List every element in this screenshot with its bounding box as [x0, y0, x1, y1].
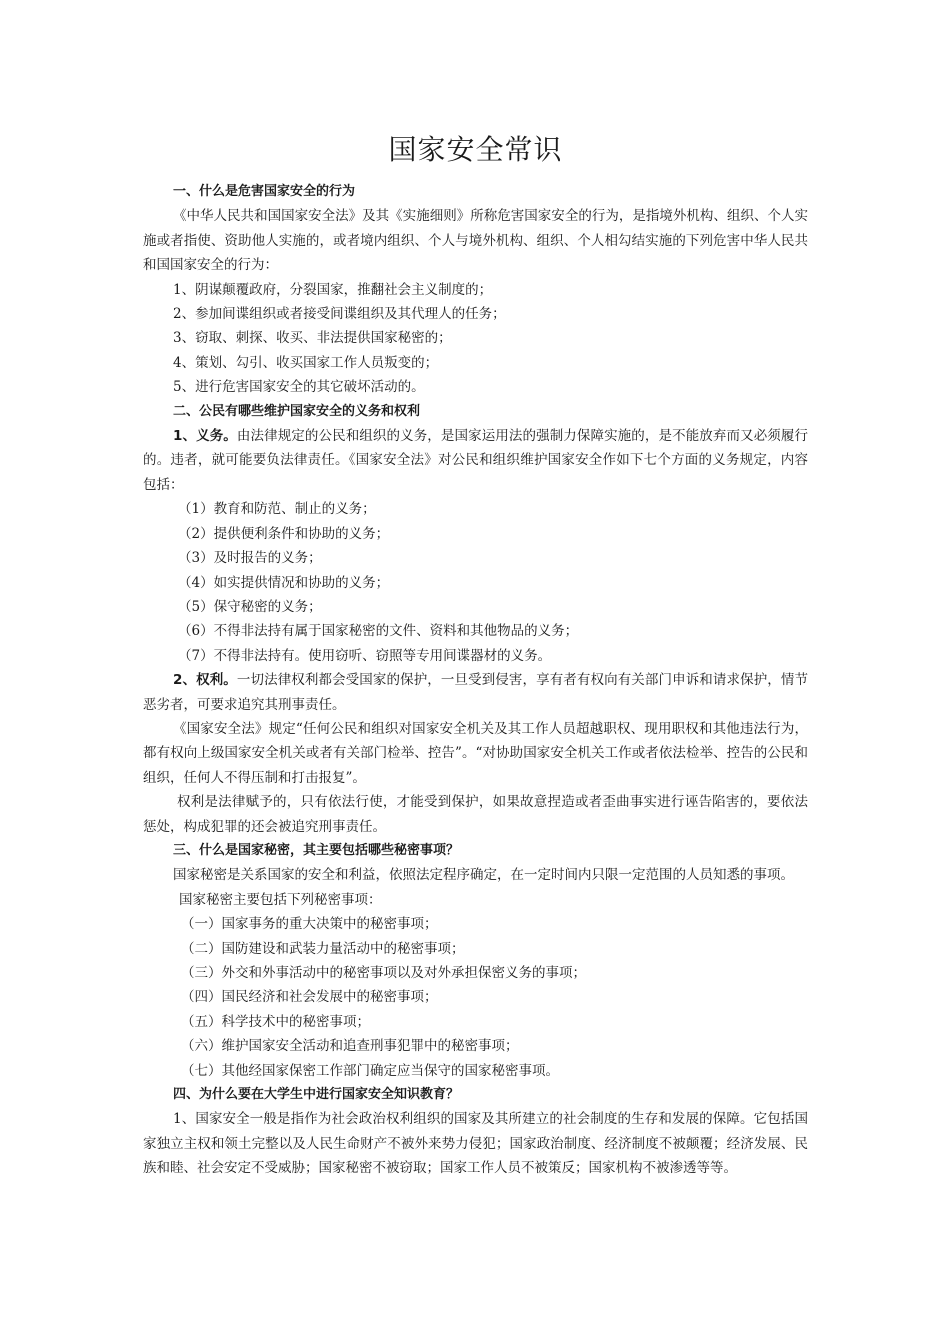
duty-text: 由法律规定的公民和组织的义务，是国家运用法的强制力保障实施的，是不能放弃而又必须履行的。违者，就可能要负法律责任。《国家安全法》对公民和组织维护国家安全作如下七个方面的义务规定，内容包括： — [143, 428, 808, 493]
list-item: （4）如实提供情况和协助的义务； — [178, 574, 390, 591]
list-item: （6）不得非法持有属于国家秘密的文件、资料和其他物品的义务； — [178, 623, 579, 640]
list-item: 5、进行危害国家安全的其它破坏活动的。 — [173, 379, 425, 396]
rights-note-paragraph: 权利是法律赋予的，只有依法行使，才能受到保护，如果故意捏造或者歪曲事实进行诬告陷害的，要依法惩处，构成犯罪的还会被追究刑事责任。 — [143, 794, 808, 835]
list-item: （四）国民经济和社会发展中的秘密事项； — [181, 989, 438, 1006]
list-item: （1）教育和防范、制止的义务； — [178, 501, 376, 518]
list-item: （5）保守秘密的义务； — [178, 598, 322, 615]
section-4-paragraph: 1、国家安全一般是指作为社会政治权利组织的国家及其所建立的社会制度的生存和发展的保障。它包括国家独立主权和领土完整以及人民生命财产不被外来势力侵犯；国家政治制度、经济制度不被颠覆；经济发展、民族和睦、社会安定不受威胁；国家秘密不被窃取；国家工作人员不被策反；国家机构不被渗透等等。 — [143, 1111, 808, 1177]
list-item: （2）提供便利条件和协助的义务； — [178, 525, 390, 542]
list-item: （7）不得非法持有。使用窃听、窃照等专用间谍器材的义务。 — [178, 647, 552, 664]
secret-list-intro: 国家秘密主要包括下列秘密事项： — [179, 891, 382, 908]
section-1-heading: 一、什么是危害国家安全的行为 — [173, 184, 356, 199]
list-item: （三）外交和外事活动中的秘密事项以及对外承担保密义务的事项； — [181, 965, 586, 981]
list-item: （七）其他经国家保密工作部门确定应当保守的国家秘密事项。 — [181, 1062, 559, 1079]
section-3-heading: 三、什么是国家秘密，其主要包括哪些秘密事项？ — [173, 842, 460, 858]
list-item: 3、窃取、刺探、收买、非法提供国家秘密的； — [173, 330, 452, 347]
document-body — [143, 128, 808, 1181]
duty-lead: 1、义务。 — [173, 428, 237, 445]
secret-definition-paragraph: 国家秘密是关系国家的安全和利益，依照法定程序确定，在一定时间内只限一定范围的人员知悉的事项。 — [173, 867, 794, 884]
law-quote-paragraph: 《国家安全法》规定“任何公民和组织对国家安全机关及其工作人员超越职权、现用职权和其他违法行为，都有权向上级国家安全机关或者有关部门检举、控告”。“对协助国家安全机关工作或者依法检举、控告的公民和组织，任何人不得压制和打击报复”。 — [143, 720, 808, 786]
list-item: （五）科学技术中的秘密事项； — [181, 1013, 370, 1030]
duty-paragraph — [143, 424, 808, 497]
list-item: 4、策划、勾引、收买国家工作人员叛变的； — [173, 354, 439, 371]
list-item: （六）维护国家安全活动和追查刑事犯罪中的秘密事项； — [181, 1038, 519, 1055]
right-lead: 2、权利。 — [173, 672, 237, 689]
list-item: （3）及时报告的义务； — [178, 550, 322, 567]
section-1-intro: 《中华人民共和国国家安全法》及其《实施细则》所称危害国家安全的行为，是指境外机构、组织、个人实施或者指使、资助他人实施的，或者境内组织、个人与境外机构、组织、个人相勾结实施的下列危害中华人民共和国国家安全的行为： — [143, 208, 808, 274]
section-4-heading: 四、为什么要在大学生中进行国家安全知识教育？ — [173, 1087, 460, 1103]
section-2-heading: 二、公民有哪些维护国家安全的义务和权利 — [173, 403, 421, 419]
right-paragraph — [143, 668, 808, 717]
list-item: 1、阴谋颠覆政府，分裂国家，推翻社会主义制度的； — [173, 281, 493, 298]
list-item: （二）国防建设和武装力量活动中的秘密事项； — [181, 940, 465, 957]
right-text: 一切法律权利都会受国家的保护，一旦受到侵害，享有者有权向有关部门申诉和请求保护，情节恶劣者，可要求追究其刑事责任。 — [143, 672, 808, 713]
list-item: （一）国家事务的重大决策中的秘密事项； — [181, 916, 438, 933]
document-title: 国家安全常识 — [388, 133, 563, 166]
list-item: 2、参加间谍组织或者接受间谍组织及其代理人的任务； — [173, 306, 506, 323]
